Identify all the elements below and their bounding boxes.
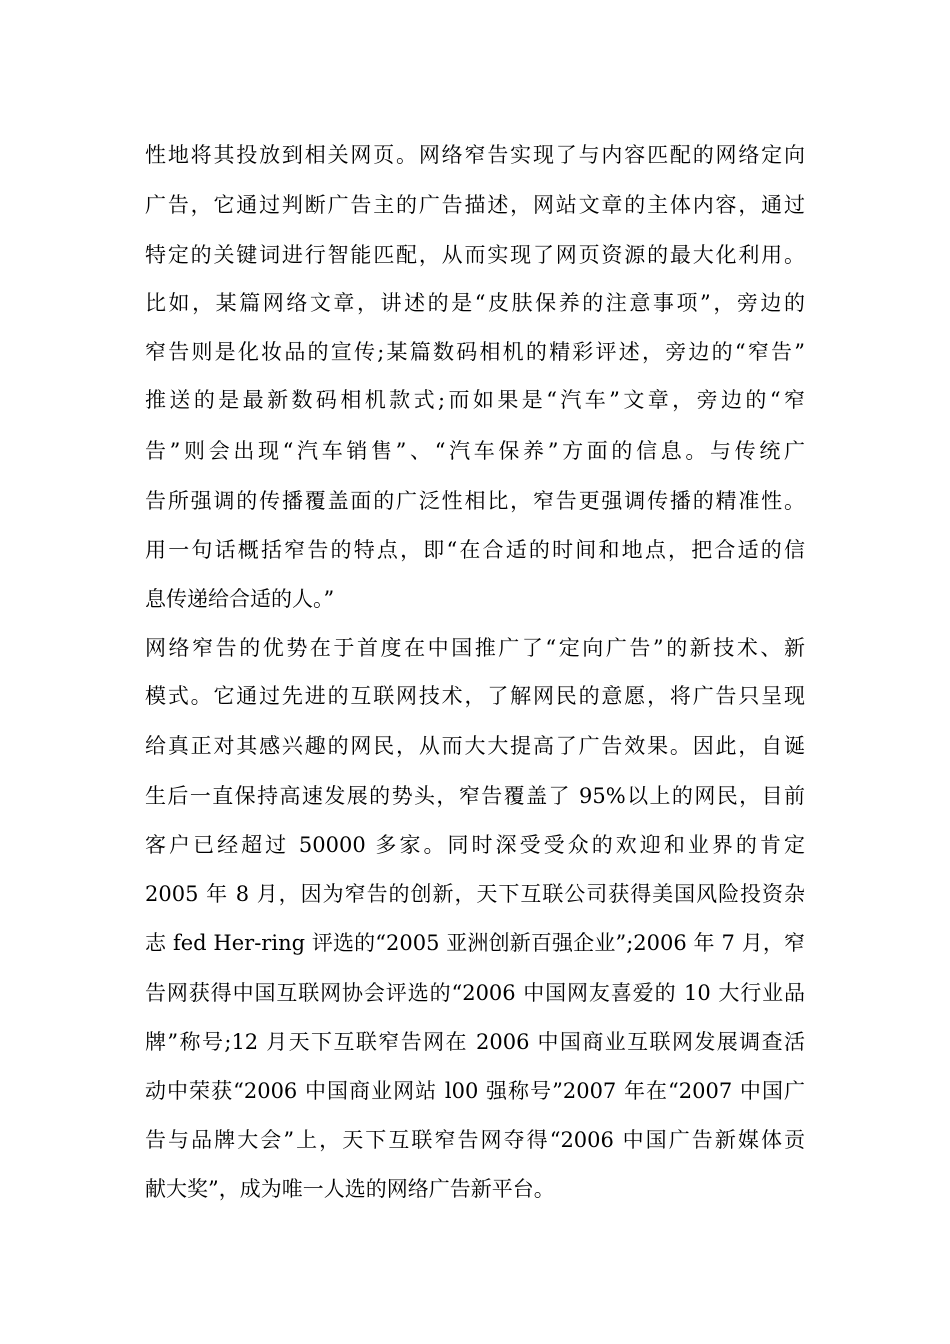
- paragraph-line: 息传递给合适的人。”: [145, 587, 335, 611]
- paragraph-line: 牌”称号;12 月天下互联窄告网在 2006 中国商业互联网发展调查活: [145, 1030, 805, 1054]
- paragraph-line: 告网获得中国互联网协会评选的“2006 中国网友喜爱的 10 大行业品: [145, 981, 805, 1005]
- paragraph-line: 告与品牌大会”上，天下互联窄告网夺得“2006 中国广告新媒体贡: [145, 1128, 805, 1152]
- paragraph-line: 告所强调的传播覆盖面的广泛性相比，窄告更强调传播的精准性。: [145, 489, 805, 513]
- paragraph-line: 性地将其投放到相关网页。网络窄告实现了与内容匹配的网络定向: [145, 143, 805, 167]
- paragraph-line: 动中荣获“2006 中国商业网站 l00 强称号”2007 年在“2007 中国广: [145, 1079, 805, 1103]
- paragraph-line: 给真正对其感兴趣的网民，从而大大提高了广告效果。因此，自诞: [145, 734, 805, 758]
- paragraph-line: 客户已经超过 50000 多家。同时深受受众的欢迎和业界的肯定: [145, 833, 805, 857]
- paragraph-line: 特定的关键词进行智能匹配，从而实现了网页资源的最大化利用。: [145, 243, 805, 267]
- paragraph-line: 推送的是最新数码相机款式;而如果是“汽车”文章，旁边的“窄: [145, 388, 805, 412]
- paragraph-line: 比如，某篇网络文章，讲述的是“皮肤保养的注意事项”，旁边的: [145, 291, 805, 315]
- paragraph-line: 2005 年 8 月，因为窄告的创新，天下互联公司获得美国风险投资杂: [145, 882, 805, 906]
- paragraph-line: 生后一直保持高速发展的势头，窄告覆盖了 95%以上的网民，目前: [145, 784, 805, 808]
- paragraph-line: 献大奖”，成为唯一人选的网络广告新平台。: [145, 1177, 555, 1201]
- paragraph-line: 广告，它通过判断广告主的广告描述，网站文章的主体内容，通过: [145, 193, 805, 217]
- paragraph-line: 网络窄告的优势在于首度在中国推广了“定向广告”的新技术、新: [145, 636, 805, 660]
- paragraph-line: 窄告则是化妆品的宣传;某篇数码相机的精彩评述，旁边的“窄告”: [145, 340, 805, 364]
- paragraph-line: 志 fed Her-ring 评选的“2005 亚洲创新百强企业”;2006 年 7 月，窄: [145, 931, 805, 955]
- paragraph-line: 用一句话概括窄告的特点，即“在合适的时间和地点，把合适的信: [145, 538, 805, 562]
- paragraph-line: 模式。它通过先进的互联网技术，了解网民的意愿，将广告只呈现: [145, 684, 805, 708]
- paragraph-line: 告”则会出现“汽车销售”、“汽车保养”方面的信息。与传统广: [145, 439, 805, 463]
